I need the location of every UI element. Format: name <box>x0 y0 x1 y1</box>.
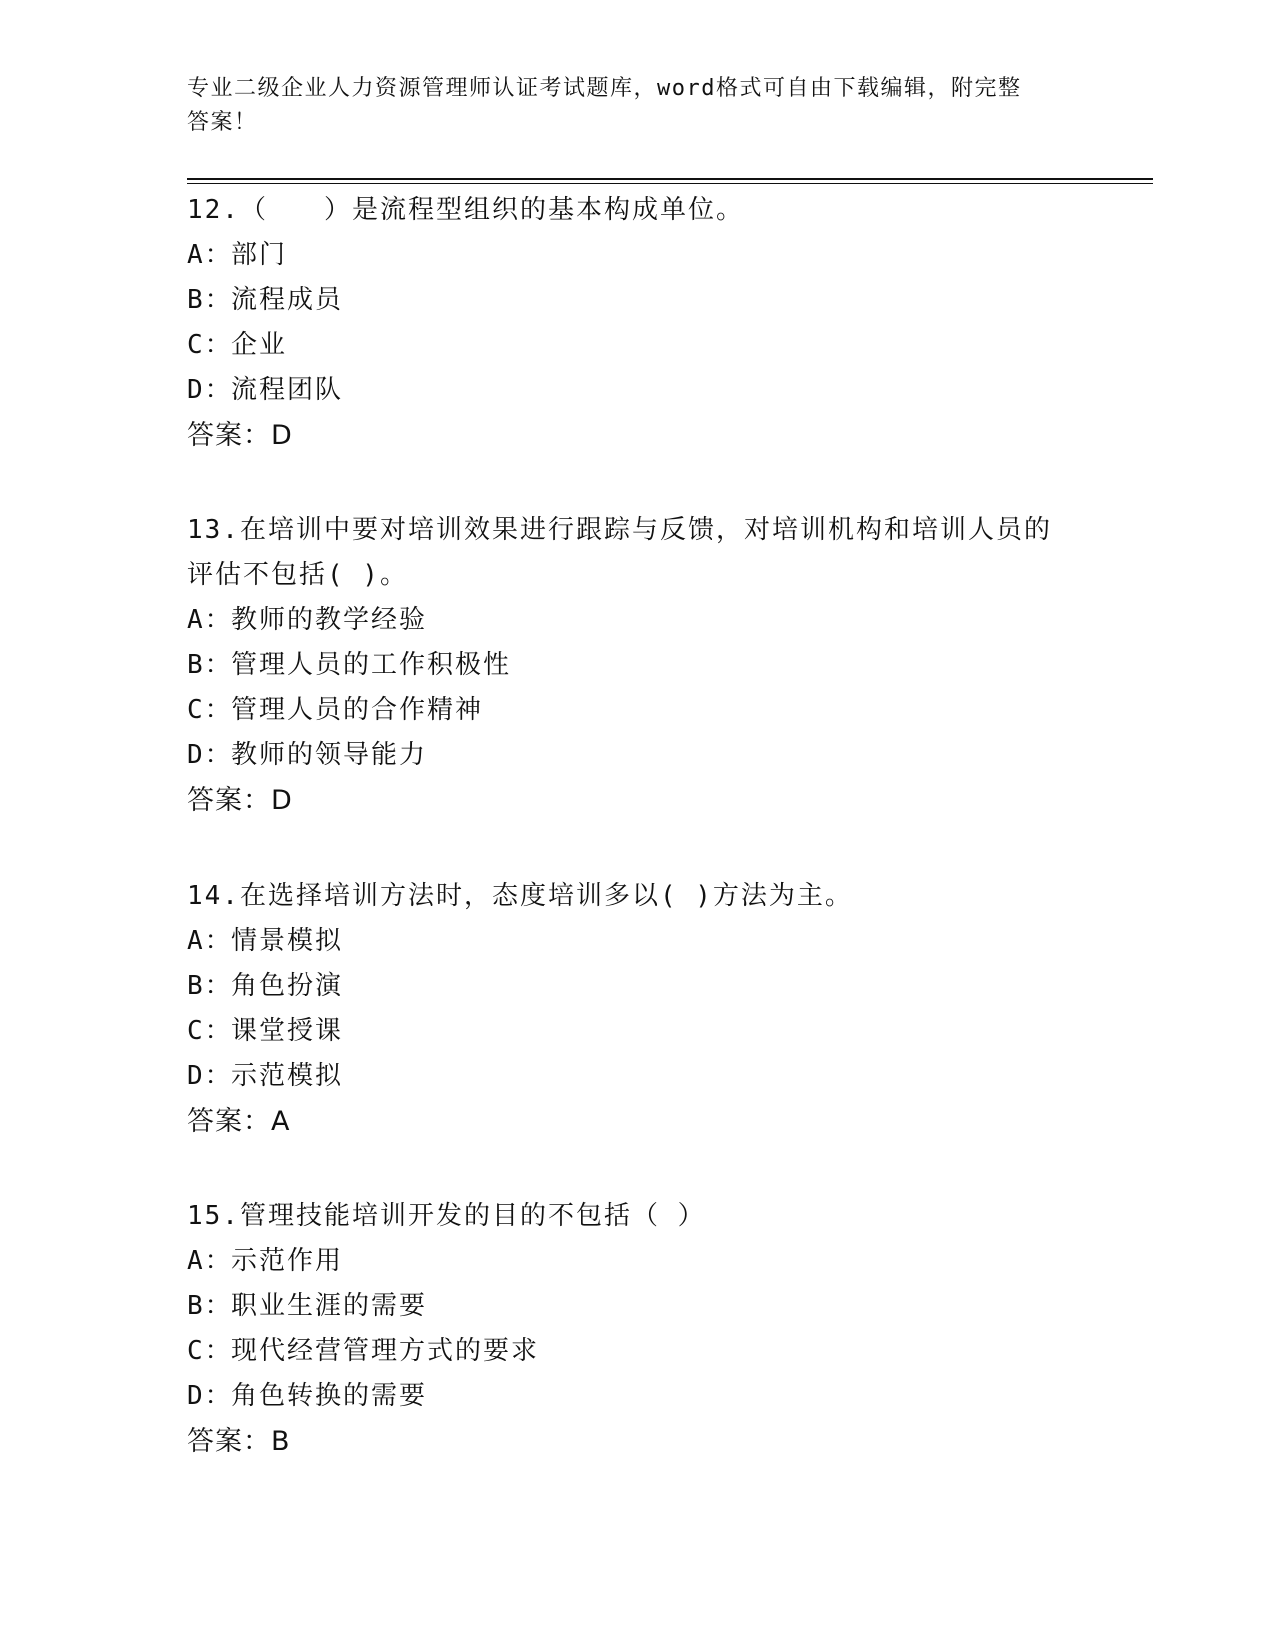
option-key: C： <box>187 1016 233 1046</box>
answer-line: 答案：D <box>187 785 293 816</box>
option-text: 职业生涯的需要 <box>231 1291 428 1321</box>
option-b <box>187 1284 1087 1329</box>
option-text: 部门 <box>231 240 288 270</box>
option-key: A： <box>187 240 233 270</box>
option-c <box>187 688 1087 733</box>
option-c <box>187 1009 1087 1054</box>
option-key: D： <box>187 1061 233 1091</box>
option-key: C： <box>187 695 233 725</box>
option-key: B： <box>187 285 233 315</box>
question-stem: 15.管理技能培训开发的目的不包括（ ） <box>187 1201 706 1231</box>
option-key: A： <box>187 926 233 956</box>
answer-line: 答案：A <box>187 1106 291 1137</box>
option-text: 管理人员的合作精神 <box>231 695 484 725</box>
question-stem: 12.（ ）是流程型组织的基本构成单位。 <box>187 195 744 225</box>
option-text: 角色扮演 <box>231 971 344 1001</box>
option-key: D： <box>187 1381 233 1411</box>
option-key: A： <box>187 605 233 635</box>
option-c <box>187 1329 1087 1374</box>
option-text: 流程成员 <box>231 285 344 315</box>
option-text: 管理人员的工作积极性 <box>231 650 512 680</box>
option-d <box>187 368 1087 413</box>
option-text: 教师的教学经验 <box>231 605 428 635</box>
header-line-2: 答案！ <box>187 110 258 135</box>
option-text: 示范作用 <box>231 1246 344 1276</box>
header-divider-thin <box>187 183 1153 184</box>
option-key: A： <box>187 1246 233 1276</box>
option-text: 情景模拟 <box>231 926 344 956</box>
question-12 <box>187 188 1087 458</box>
option-d <box>187 1054 1087 1099</box>
option-text: 课堂授课 <box>231 1016 344 1046</box>
option-text: 角色转换的需要 <box>231 1381 428 1411</box>
option-text: 流程团队 <box>231 375 344 405</box>
question-15 <box>187 1194 1087 1464</box>
option-d <box>187 733 1087 778</box>
answer-line: 答案：B <box>187 1426 291 1457</box>
answer-line: 答案：D <box>187 420 293 451</box>
option-key: B： <box>187 971 233 1001</box>
header-divider-thick <box>187 178 1153 180</box>
question-stem-line-2: 评估不包括( )。 <box>187 560 408 590</box>
option-key: D： <box>187 740 233 770</box>
option-b <box>187 278 1087 323</box>
option-b <box>187 964 1087 1009</box>
option-a <box>187 598 1087 643</box>
option-key: C： <box>187 330 233 360</box>
option-key: B： <box>187 650 233 680</box>
option-a <box>187 919 1087 964</box>
option-c <box>187 323 1087 368</box>
option-b <box>187 643 1087 688</box>
option-key: C： <box>187 1336 233 1366</box>
option-text: 企业 <box>231 330 288 360</box>
option-text: 示范模拟 <box>231 1061 344 1091</box>
question-stem-line-1: 13.在培训中要对培训效果进行跟踪与反馈，对培训机构和培训人员的 <box>187 515 1052 545</box>
question-14 <box>187 874 1087 1144</box>
option-key: D： <box>187 375 233 405</box>
option-a <box>187 233 1087 278</box>
question-13 <box>187 508 1087 823</box>
option-text: 教师的领导能力 <box>231 740 428 770</box>
question-stem: 14.在选择培训方法时，态度培训多以( )方法为主。 <box>187 881 853 911</box>
option-a <box>187 1239 1087 1284</box>
option-text: 现代经营管理方式的要求 <box>231 1336 540 1366</box>
option-d <box>187 1374 1087 1419</box>
header-line-1: 专业二级企业人力资源管理师认证考试题库，word格式可自由下载编辑，附完整 <box>187 76 1022 101</box>
document-header <box>187 72 1087 140</box>
option-key: B： <box>187 1291 233 1321</box>
